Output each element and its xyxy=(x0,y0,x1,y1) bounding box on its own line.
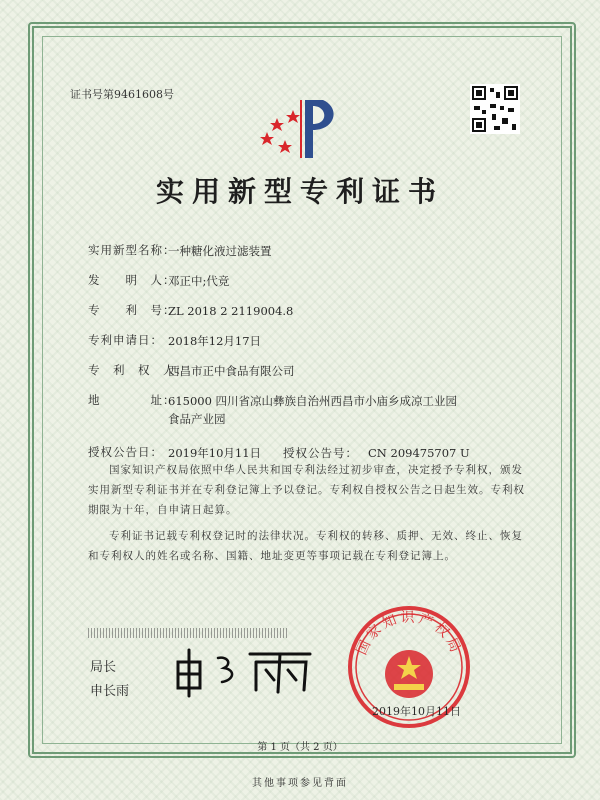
body-paragraph-2: 专利证书记载专利权登记时的法律状况。专利权的转移、质押、无效、终止、恢复和专利权人的姓名或名称、国籍、地址变更等事项记载在专利登记簿上。 xyxy=(88,530,523,562)
field-label: 地 址： xyxy=(88,393,176,407)
field-value: ZL 2018 2 2119004.8 xyxy=(168,304,294,318)
field-row-utility-model-name xyxy=(88,242,528,272)
field-value: 一种糖化液过滤装置 xyxy=(168,244,272,258)
grant-number-label: 授权公告号： xyxy=(283,446,358,460)
signatory-role: 局长 xyxy=(90,660,117,675)
field-row-patentee xyxy=(88,362,528,392)
barcode-strip xyxy=(88,628,288,638)
certificate-number: 证书号第9461608号 xyxy=(70,88,174,101)
field-label: 授权公告日： xyxy=(88,445,163,459)
handwritten-signature-icon xyxy=(170,640,320,700)
field-label: 实用新型名称： xyxy=(88,243,176,257)
field-label: 专利申请日： xyxy=(88,333,163,347)
field-label: 专 利 权 人： xyxy=(88,363,188,377)
address-line-1: 615000 四川省凉山彝族自治州西昌市小庙乡成凉工业园 xyxy=(168,394,458,408)
field-value xyxy=(168,392,528,428)
issue-date: 2019年10月11日 xyxy=(372,705,461,718)
signatory-name: 申长雨 xyxy=(90,684,130,699)
field-label: 专 利 号： xyxy=(88,303,176,317)
field-value: 2018年12月17日 xyxy=(168,334,262,348)
field-value: 西昌市正中食品有限公司 xyxy=(168,364,295,378)
field-value: 邓正中;代竞 xyxy=(168,274,230,288)
field-row-patent-number xyxy=(88,302,528,332)
certificate-body xyxy=(88,460,528,572)
field-label: 发 明 人： xyxy=(88,273,176,287)
cnipa-emblem-icon xyxy=(255,80,345,160)
address-line-2: 食品产业园 xyxy=(168,412,226,426)
page-indicator: 第 1 页（共 2 页） xyxy=(257,742,343,753)
field-row-inventor xyxy=(88,272,528,302)
qr-code-icon xyxy=(470,84,520,134)
patent-fields xyxy=(88,242,528,474)
grant-number-value: CN 209475707 U xyxy=(368,446,470,460)
grant-date-value: 2019年10月11日 xyxy=(168,446,262,460)
seal-text: 国家知识产权局 xyxy=(353,610,465,658)
certificate-title: 实用新型专利证书 xyxy=(155,175,444,208)
body-paragraph-1: 国家知识产权局依照中华人民共和国专利法经过初步审查，决定授予专利权，颁发实用新型专利证书并在专利登记簿上予以登记。专利权自授权公告之日起生效。专利权期限为十年，自申请日起算。 xyxy=(88,464,525,516)
field-row-application-date xyxy=(88,332,528,362)
field-row-address xyxy=(88,392,528,444)
footer-note: 其他事项参见背面 xyxy=(252,778,348,789)
